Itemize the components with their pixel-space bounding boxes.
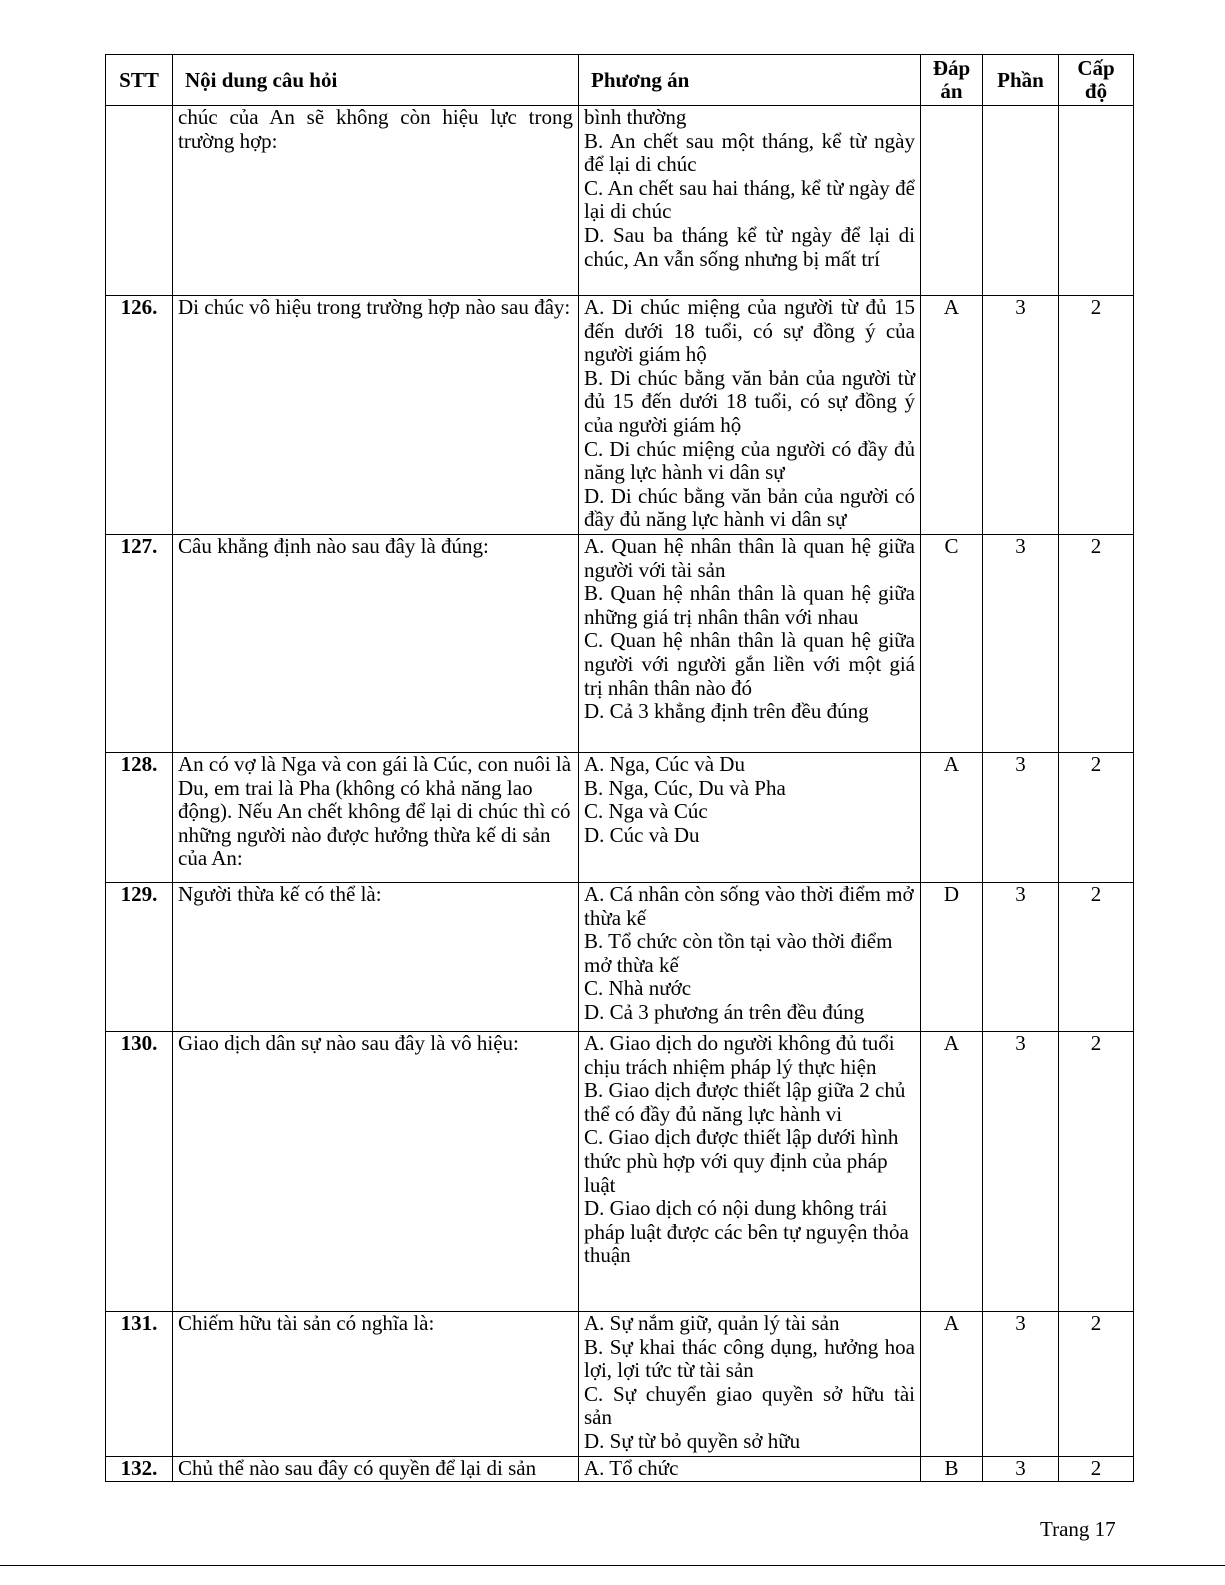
option: A. Nga, Cúc và Du [584, 752, 745, 776]
row-question: chúc của An sẽ không còn hiệu lực trong trường hợp: [173, 106, 579, 296]
row-level [1059, 106, 1134, 296]
row-part [983, 106, 1059, 296]
row-level: 2 [1059, 1312, 1134, 1457]
row-answer: A [921, 753, 983, 883]
header-question: Nội dung câu hỏi [173, 55, 579, 106]
row-question: An có vợ là Nga và con gái là Cúc, con nuôi là Du, em trai là Pha (không có khả năng lao động). Nếu An chết không để lại di chúc thì có những người nào được hưởng thừa kế di sản của An: [173, 753, 579, 883]
option: D. Cả 3 phương án trên đều đúng [584, 999, 865, 1024]
row-answer: B [921, 1457, 983, 1482]
header-answer-line1: Đáp [932, 56, 971, 80]
row-answer: C [921, 535, 983, 753]
option: B. Tổ chức còn tồn tại vào thời điểm mở thừa kế [584, 929, 893, 977]
option: A. Tổ chức [584, 1456, 679, 1480]
row-part: 3 [983, 535, 1059, 753]
option: C. Sự chuyển giao quyền sở hữu tài sản [584, 1381, 915, 1430]
header-part: Phần [983, 55, 1059, 106]
row-level: 2 [1059, 1457, 1134, 1482]
option: B. Quan hệ nhân thân là quan hệ giữa những giá trị nhân thân với nhau [584, 581, 915, 629]
option: C. Giao dịch được thiết lập dưới hình thức phù hợp với quy định của pháp luật [584, 1125, 899, 1197]
row-options [579, 883, 921, 1032]
header-level [1059, 55, 1134, 106]
row-options [579, 1457, 921, 1482]
row-level: 2 [1059, 883, 1134, 1032]
row-part: 3 [983, 1457, 1059, 1482]
header-row [106, 55, 1134, 106]
question-table [105, 54, 1134, 1482]
row-level: 2 [1059, 1032, 1134, 1312]
table-row [106, 753, 1134, 883]
option: B. Giao dịch được thiết lập giữa 2 chủ thể có đầy đủ năng lực hành vi [584, 1078, 906, 1126]
row-stt: 127. [106, 535, 173, 753]
table-row [106, 535, 1134, 753]
row-stt: 131. [106, 1312, 173, 1457]
row-part: 3 [983, 296, 1059, 535]
row-question: Người thừa kế có thể là: [173, 883, 579, 1032]
row-options [579, 1312, 921, 1457]
row-answer: A [921, 1312, 983, 1457]
header-options: Phương án [579, 55, 921, 106]
table-row [106, 296, 1134, 535]
option: A. Cá nhân còn sống vào thời điểm mở thừa kế [584, 882, 914, 930]
table-row [106, 1312, 1134, 1457]
option: B. Sự khai thác công dụng, hưởng hoa lợi, lợi tức từ tài sản [584, 1334, 915, 1383]
row-stt: 130. [106, 1032, 173, 1312]
option: C. An chết sau hai tháng, kể từ ngày để lại di chúc [584, 175, 915, 224]
option: D. Cúc và Du [584, 822, 700, 847]
row-answer: A [921, 296, 983, 535]
row-level: 2 [1059, 535, 1134, 753]
row-options [579, 753, 921, 883]
option: B. Di chúc bằng văn bản của người từ đủ 15 đến dưới 18 tuổi, có sự đồng ý của người giám hộ [584, 365, 915, 437]
row-stt: 129. [106, 883, 173, 1032]
row-answer: D [921, 883, 983, 1032]
page-bottom-divider [0, 1565, 1225, 1566]
option: B. An chết sau một tháng, kể từ ngày để lại di chúc [584, 128, 915, 177]
header-answer-line2: án [940, 79, 963, 103]
option: D. Sự từ bỏ quyền sở hữu [584, 1428, 801, 1453]
row-question: Câu khẳng định nào sau đây là đúng: [173, 535, 579, 753]
row-options [579, 296, 921, 535]
header-answer [921, 55, 983, 106]
row-answer [921, 106, 983, 296]
option: C. Di chúc miệng của người có đầy đủ năng lực hành vi dân sự [584, 436, 915, 485]
row-stt: 132. [106, 1457, 173, 1482]
option: D. Di chúc bằng văn bản của người có đầy đủ năng lực hành vi dân sự [584, 483, 915, 532]
row-answer: A [921, 1032, 983, 1312]
page-number: Trang 17 [1040, 1517, 1116, 1541]
row-level: 2 [1059, 753, 1134, 883]
row-part: 3 [983, 1032, 1059, 1312]
row-question: Chủ thể nào sau đây có quyền để lại di sản [173, 1457, 579, 1482]
row-options [579, 535, 921, 753]
row-question: Di chúc vô hiệu trong trường hợp nào sau đây: [173, 296, 579, 535]
header-level-line2: độ [1084, 79, 1108, 103]
option: D. Cả 3 khẳng định trên đều đúng [584, 699, 869, 724]
option: C. Nhà nước [584, 976, 692, 1001]
row-part: 3 [983, 883, 1059, 1032]
option: A. Giao dịch do người không đủ tuổi chịu trách nhiệm pháp lý thực hiện [584, 1031, 895, 1079]
option: D. Sau ba tháng kể từ ngày để lại di chúc, An vẫn sống nhưng bị mất trí [584, 222, 915, 271]
option: B. Nga, Cúc, Du và Pha [584, 775, 786, 800]
table-row [106, 883, 1134, 1032]
row-options [579, 1032, 921, 1312]
option: C. Quan hệ nhân thân là quan hệ giữa người với người gắn liền với một giá trị nhân thân nào đó [584, 628, 915, 700]
table-row [106, 1032, 1134, 1312]
row-part: 3 [983, 1312, 1059, 1457]
row-stt [106, 106, 173, 296]
row-options [579, 106, 921, 296]
table-row [106, 1457, 1134, 1482]
option: bình thường [584, 105, 687, 129]
option: A. Quan hệ nhân thân là quan hệ giữa người với tài sản [584, 534, 915, 582]
row-part: 3 [983, 753, 1059, 883]
row-level: 2 [1059, 296, 1134, 535]
option: C. Nga và Cúc [584, 799, 708, 824]
option: D. Giao dịch có nội dung không trái pháp luật được các bên tự nguyện thỏa thuận [584, 1196, 909, 1268]
option: A. Di chúc miệng của người từ đủ 15 đến dưới 18 tuổi, có sự đồng ý của người giám hộ [584, 295, 915, 367]
row-stt: 126. [106, 296, 173, 535]
table-row [106, 106, 1134, 296]
option: A. Sự nắm giữ, quản lý tài sản [584, 1311, 840, 1335]
header-level-line1: Cấp [1077, 56, 1115, 80]
header-stt: STT [106, 55, 173, 106]
row-question: Chiếm hữu tài sản có nghĩa là: [173, 1312, 579, 1457]
row-question: Giao dịch dân sự nào sau đây là vô hiệu: [173, 1032, 579, 1312]
row-stt: 128. [106, 753, 173, 883]
